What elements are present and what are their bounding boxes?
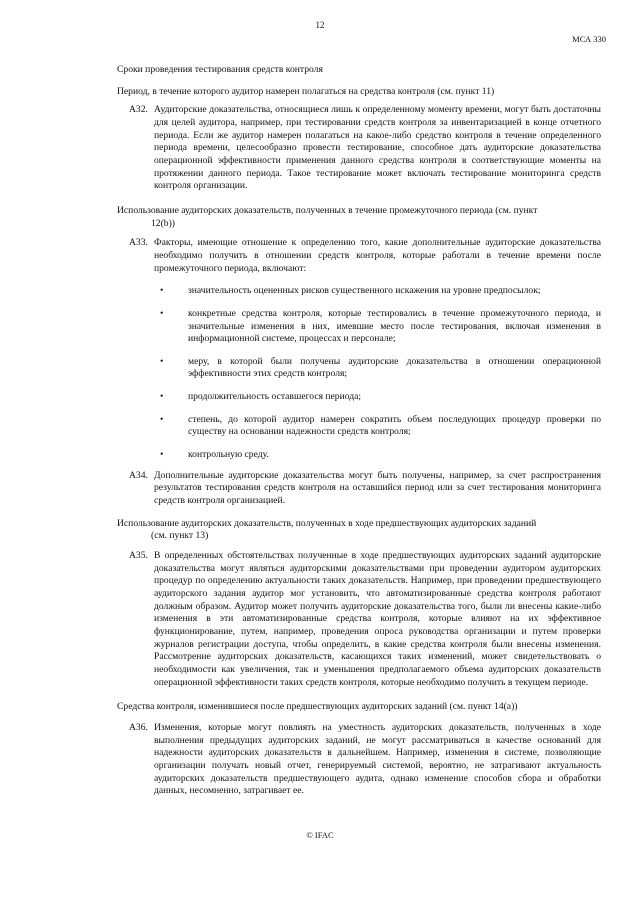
- list-item: [117, 356, 601, 381]
- copyright-footer: © IFAC: [306, 830, 334, 840]
- paragraph-number: A32.: [129, 104, 148, 116]
- standard-code: МСА 330: [572, 34, 606, 44]
- page-number: 12: [315, 20, 325, 30]
- heading-text: Использование аудиторских доказательств, полученных в ходе предшествующих аудиторских заданий: [117, 517, 537, 529]
- section-heading-prior-audits: [117, 518, 601, 543]
- list-item-text: контрольную среду.: [188, 449, 269, 461]
- paragraph-a36: [117, 722, 601, 798]
- list-item: [117, 285, 601, 298]
- bullet-icon: •: [160, 285, 164, 297]
- paragraph-text: Дополнительные аудиторские доказательства могут быть получены, например, за счет распространения результатов тестирования средств контроля на оставшийся период или за счет тестирования мониторинга средств контроля организацией.: [154, 469, 601, 507]
- paragraph-text: Аудиторские доказательства, относящиеся лишь к определенному моменту времени, могут быть достаточны для целей аудитора, например, при тестировании средств контроля за инвентаризацией в конце отчетного периода. Если же аудитор намерен полагаться на какое-либо средство контроля в течение определенного периода времени, целесообразно провести тестирование, способное дать аудиторские доказательства операционной эффективности применения данного средства контроля в соответствующие моменты на протяжении данного периода. Такое тестирование может включать тестирование мониторинга средств контроля организации.: [154, 104, 601, 192]
- bullet-icon: •: [160, 307, 164, 319]
- paragraph-a33: [117, 237, 601, 275]
- heading-text-continuation: 12(b)): [151, 217, 175, 229]
- paragraph-number: A34.: [129, 469, 148, 481]
- list-item-text: продолжительность оставшегося периода;: [188, 391, 362, 403]
- paragraph-number: A36.: [129, 721, 148, 733]
- paragraph-text: Изменения, которые могут повлиять на уместность аудиторских доказательств, полученных в ходе выполнения предыдущих аудиторских заданий, не могут рассматриваться в качестве оснований для надежности аудиторских доказательств в дальнейшем. Например, изменения в системе, позволяющие организации получать новый отчет, генерируемый системой, вероятно, не затрагивают актуальность аудиторских доказательств предшествующего аудита, однако изменение способов сбора и обработки данных, несомненно, затрагивает ее.: [154, 721, 601, 797]
- list-item-text: степень, до которой аудитор намерен сократить объем последующих процедур проверки по существу на основании надежности средств контроля;: [188, 413, 601, 438]
- page-body: [117, 64, 601, 798]
- list-item-text: значительность оцененных рисков существенного искажения на уровне предпосылок;: [188, 285, 541, 297]
- section-heading-changed-controls: Средства контроля, изменившиеся после предшествующих аудиторских заданий (см. пункт 14(a)): [117, 701, 518, 713]
- bullet-icon: •: [160, 391, 164, 403]
- list-item: [117, 414, 601, 439]
- bullet-icon: •: [160, 449, 164, 461]
- paragraph-number: A35.: [129, 550, 148, 562]
- list-item: [117, 391, 601, 404]
- heading-text: Использование аудиторских доказательств, полученных в течение промежуточного периода (см. пункт: [117, 204, 538, 216]
- list-item: [117, 308, 601, 346]
- paragraph-a34: [117, 470, 601, 508]
- list-item-text: конкретные средства контроля, которые тестировались в течение промежуточного периода, и значительные изменения в них, имевшие место после тестирования, включая изменения в информационной системе, процессах и персонале;: [188, 307, 601, 345]
- section-heading-interim: [117, 205, 601, 230]
- paragraph-a35: [117, 550, 601, 689]
- heading-text-continuation: (см. пункт 13): [151, 530, 209, 542]
- paragraph-number: A33.: [129, 237, 148, 249]
- paragraph-text: В определенных обстоятельствах полученные в ходе предшествующих аудиторских заданий аудиторские доказательства могут являться аудиторскими доказательствами при проведении аудитором аудиторских процедур по определению актуальности таких доказательств. Например, при проведении предшествующего аудиторского задания аудитор мог установить, что автоматизированные средства контроля работают должным образом. Аудитор может получить аудиторские доказательства того, были ли внесены какие-либо изменения в эти автоматизированные средства контроля, которые влияют на их эффективное функционирование, путем, например, проведения опроса руководства организации и путем проверки журналов регистрации доступа, чтобы определить, в какие средства контроля были внесены изменения. Рассмотрение аудиторских доказательств, касающихся таких изменений, может свидетельствовать о необходимости как увеличения, так и уменьшения предполагаемого объема аудиторских доказательств операционной эффективности таких средств контроля, которые необходимо получить в текущем периоде.: [154, 550, 601, 688]
- subsection-heading-period: Период, в течение которого аудитор намерен полагаться на средства контроля (см. пункт 11): [117, 85, 495, 97]
- list-item: [117, 449, 601, 462]
- bullet-icon: •: [160, 413, 164, 425]
- paragraph-a32: [117, 104, 601, 193]
- list-item-text: меру, в которой были получены аудиторские доказательства в отношении операционной эффективности этих средств контроля;: [188, 355, 601, 380]
- paragraph-text: Факторы, имеющие отношение к определению того, какие дополнительные аудиторские доказательства необходимо получить в отношении средств контроля, которые работали в течение времени после промежуточного периода, включают:: [154, 237, 601, 274]
- factor-list: [117, 285, 601, 462]
- bullet-icon: •: [160, 355, 164, 367]
- section-heading-timing: Сроки проведения тестирования средств контроля: [117, 64, 323, 75]
